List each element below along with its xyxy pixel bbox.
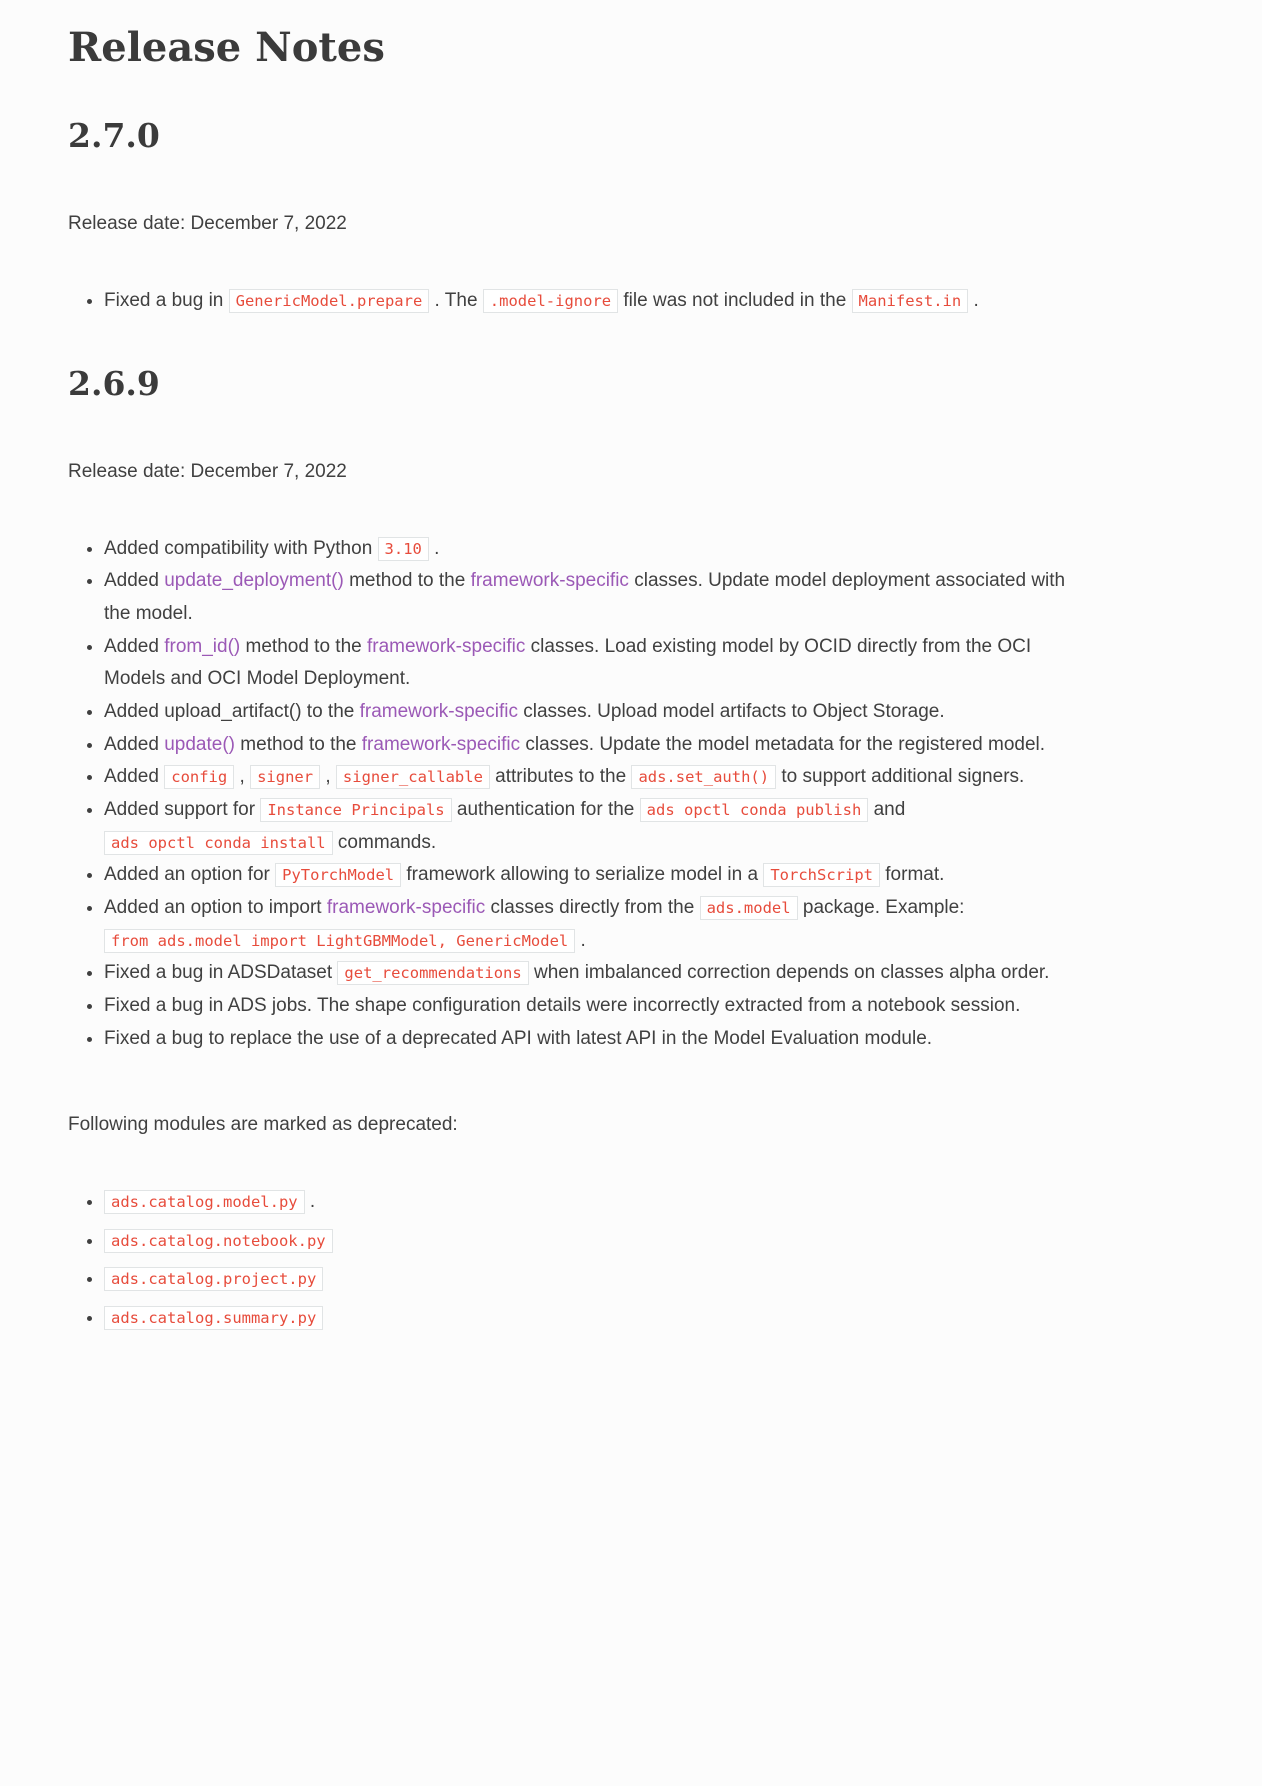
list-item <box>104 696 1078 729</box>
deprecated-note: Following modules are marked as deprecated: <box>68 1114 458 1136</box>
inline-code: ads opctl conda install <box>104 831 333 855</box>
release-date-2-7-0: Release date: December 7, 2022 <box>68 213 347 235</box>
inline-code: signer_callable <box>336 765 490 789</box>
text-segment: method to the <box>235 733 362 755</box>
text-segment: classes. Load existing model by OCID directly from the OCI Models and OCI Model Deployment. <box>104 635 1032 690</box>
inline-code: PyTorchModel <box>275 863 401 887</box>
list-item <box>104 859 1078 892</box>
list-item <box>104 1302 1078 1335</box>
list-item <box>104 761 1078 794</box>
inline-link[interactable]: from_id() <box>164 635 241 657</box>
text-segment: Added upload_artifact() to the <box>104 700 360 722</box>
inline-link[interactable]: framework-specific <box>359 700 518 722</box>
page-title: Release Notes <box>68 24 385 71</box>
deprecated-modules-list <box>68 1186 1078 1335</box>
text-segment: classes. Update model deployment associated with the model. <box>104 570 1066 624</box>
text-segment: classes directly from the <box>485 897 700 918</box>
text-segment: authentication for the <box>451 798 640 820</box>
inline-code: ads opctl conda publish <box>640 798 869 822</box>
inline-code: signer <box>250 765 320 789</box>
inline-link[interactable]: framework-specific <box>361 733 521 755</box>
text-segment: Fixed a bug in <box>104 289 229 311</box>
text-segment: method to the <box>240 635 367 657</box>
inline-code: Instance Principals <box>260 798 451 822</box>
text-segment: Added <box>104 570 165 592</box>
inline-code: 3.10 <box>378 537 429 561</box>
list-item <box>104 990 1078 1023</box>
list-item <box>104 1186 1078 1219</box>
list-item <box>104 957 1078 990</box>
inline-code: TorchScript <box>763 863 880 887</box>
text-segment: Added an option for <box>104 864 276 886</box>
list-item <box>104 565 1078 630</box>
version-heading-2-6-9: 2.6.9 <box>68 363 160 403</box>
version-heading-2-7-0: 2.7.0 <box>68 116 160 155</box>
text-segment: , <box>234 766 251 788</box>
text-segment: Added support for <box>104 798 261 820</box>
inline-code: get_recommendations <box>337 961 528 985</box>
text-segment: method to the <box>343 570 471 592</box>
release-date-2-6-9: Release date: December 7, 2022 <box>68 460 347 482</box>
inline-code: ads.model <box>700 896 798 920</box>
list-item <box>104 729 1078 762</box>
inline-link[interactable]: update_deployment() <box>164 570 344 592</box>
changes-list-2-6-9 <box>68 533 1078 1056</box>
inline-link[interactable]: framework-specific <box>367 635 526 657</box>
list-item <box>104 533 1078 566</box>
section-2-7-0 <box>68 118 1202 318</box>
text-segment: and <box>868 798 906 820</box>
inline-code: ads.catalog.notebook.py <box>104 1229 333 1253</box>
text-segment: Fixed a bug in ADSDataset <box>104 962 338 984</box>
text-segment: commands. <box>332 831 437 853</box>
inline-link[interactable]: framework-specific <box>326 897 486 918</box>
text-segment: Added <box>104 766 165 788</box>
text-segment: Added <box>104 635 165 657</box>
text-segment: framework allowing to serialize model in a <box>401 864 764 886</box>
text-segment: Added an option to import <box>104 897 327 918</box>
text-segment: format. <box>880 864 945 886</box>
text-segment: Added compatibility with Python <box>104 537 378 559</box>
text-segment: . The <box>429 289 483 311</box>
list-item <box>104 1225 1078 1258</box>
text-segment: , <box>320 766 336 788</box>
text-segment: Added <box>104 733 165 755</box>
text-segment: Fixed a bug to replace the use of a deprecated API with latest API in the Model Evaluation module. <box>104 1027 933 1049</box>
inline-code: .model-ignore <box>483 289 618 313</box>
inline-code: config <box>164 765 234 789</box>
inline-link[interactable]: update() <box>164 733 236 755</box>
text-segment: classes. Upload model artifacts to Object Storage. <box>517 700 945 722</box>
text-segment: . <box>428 537 440 559</box>
list-item <box>104 1023 1078 1056</box>
text-segment: classes. Update the model metadata for the registered model. <box>520 733 1046 755</box>
list-item <box>104 794 1078 859</box>
inline-code: ads.set_auth() <box>631 765 776 789</box>
text-segment: package. Example: <box>797 897 965 918</box>
inline-code: ads.catalog.project.py <box>104 1267 323 1291</box>
text-segment: Fixed a bug in ADS jobs. The shape configuration details were incorrectly extracted from a notebook session. <box>104 995 1021 1017</box>
list-item <box>104 285 1078 318</box>
text-segment: to support additional signers. <box>776 766 1025 788</box>
text-segment: . <box>304 1191 316 1213</box>
inline-code: Manifest.in <box>852 289 969 313</box>
list-item <box>104 631 1078 696</box>
changes-list-2-7-0 <box>68 285 1078 318</box>
inline-code: ads.catalog.summary.py <box>104 1306 323 1330</box>
inline-code: ads.catalog.model.py <box>104 1190 305 1214</box>
inline-code: GenericModel.prepare <box>229 289 430 313</box>
list-item <box>104 892 1078 957</box>
inline-link[interactable]: framework-specific <box>470 570 629 592</box>
text-segment: . <box>575 929 586 951</box>
text-segment: attributes to the <box>489 766 632 788</box>
list-item <box>104 1263 1078 1296</box>
text-segment: when imbalanced correction depends on classes alpha order. <box>528 962 1050 984</box>
text-segment: file was not included in the <box>618 289 852 311</box>
section-2-6-9 <box>68 363 1202 1335</box>
inline-code: from ads.model import LightGBMModel, GenericModel <box>104 929 575 953</box>
text-segment: . <box>968 289 979 311</box>
